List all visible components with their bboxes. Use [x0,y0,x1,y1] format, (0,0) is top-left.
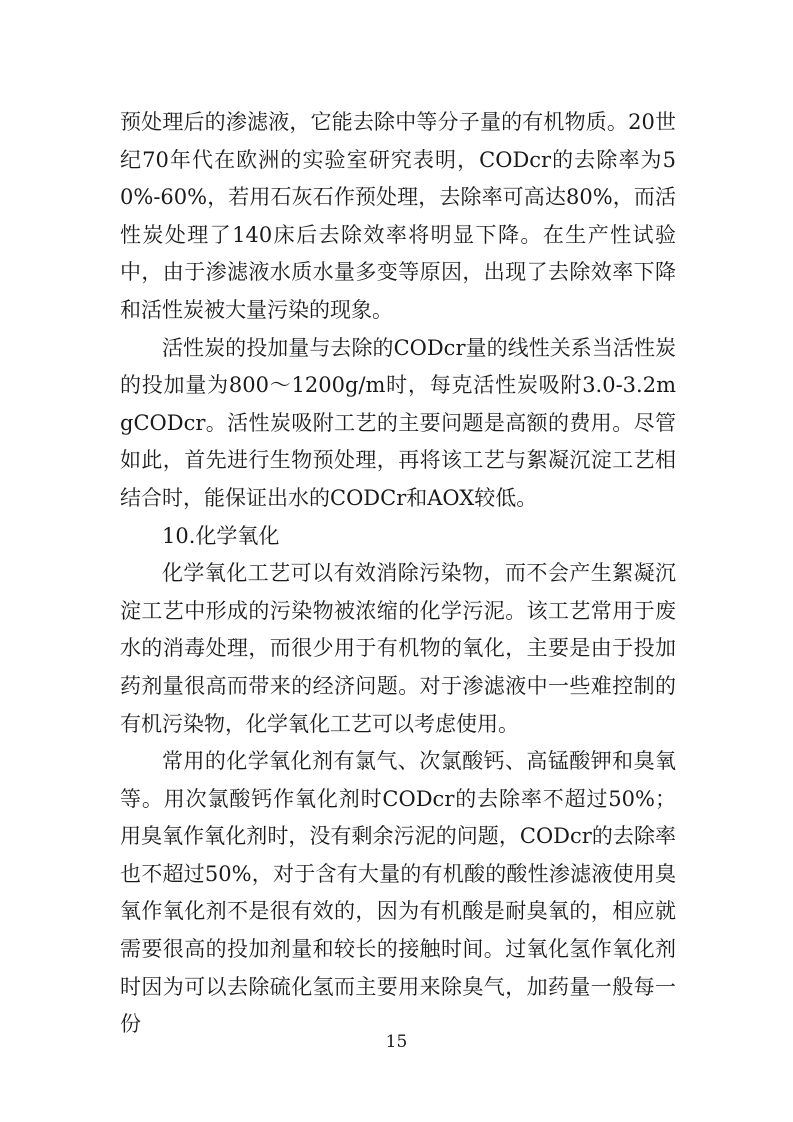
paragraph-oxidants: 常用的化学氧化剂有氯气、次氯酸钙、高锰酸钾和臭氧等。用次氯酸钙作氧化剂时CODcr的去除率不超过50%；用臭氧作氧化剂时，没有剩余污泥的问题，CODcr的去除率也不超过50%，对于含有大量的有机酸的酸性渗滤液使用臭氧作氧化剂不是很有效的，因为有机酸是耐臭氧的，相应就需要很高的投加剂量和较长的接触时间。过氧化氢作氧化剂时因为可以去除硫化氢而主要用来除臭气，加药量一般每一份 [120,749,676,1037]
paragraph-continuation: 预处理后的渗滤液，它能去除中等分子量的有机物质。20世纪70年代在欧洲的实验室研究表明，CODcr的去除率为50%-60%，若用石灰石作预处理，去除率可高达80%，而活性炭处理了140床后去除效率将明显下降。在生产性试验中，由于渗滤液水质水量多变等原因，出现了去除效率下降和活性炭被大量污染的现象。 [120,110,676,322]
paragraph-chemical-oxidation-intro: 化学氧化工艺可以有效消除污染物，而不会产生絮凝沉淀工艺中形成的污染物被浓缩的化学污泥。该工艺常用于废水的消毒处理，而很少用于有机物的氧化，主要是由于投加药剂量很高而带来的经济问题。对于渗滤液中一些难控制的有机污染物，化学氧化工艺可以考虑使用。 [120,561,676,736]
page-number: 15 [385,1032,408,1052]
body-text [120,104,676,1044]
paragraph-activated-carbon: 活性炭的投加量与去除的CODcr量的线性关系当活性炭的投加量为800～1200g/m时，每克活性炭吸附3.0-3.2mgCODcr。活性炭吸附工艺的主要问题是高额的费用。尽管如此，首先进行生物预处理，再将该工艺与絮凝沉淀工艺相结合时，能保证出水的CODCr和AOX较低。 [120,335,676,510]
section-heading-chemical-oxidation: 10.化学氧化 [162,523,280,548]
